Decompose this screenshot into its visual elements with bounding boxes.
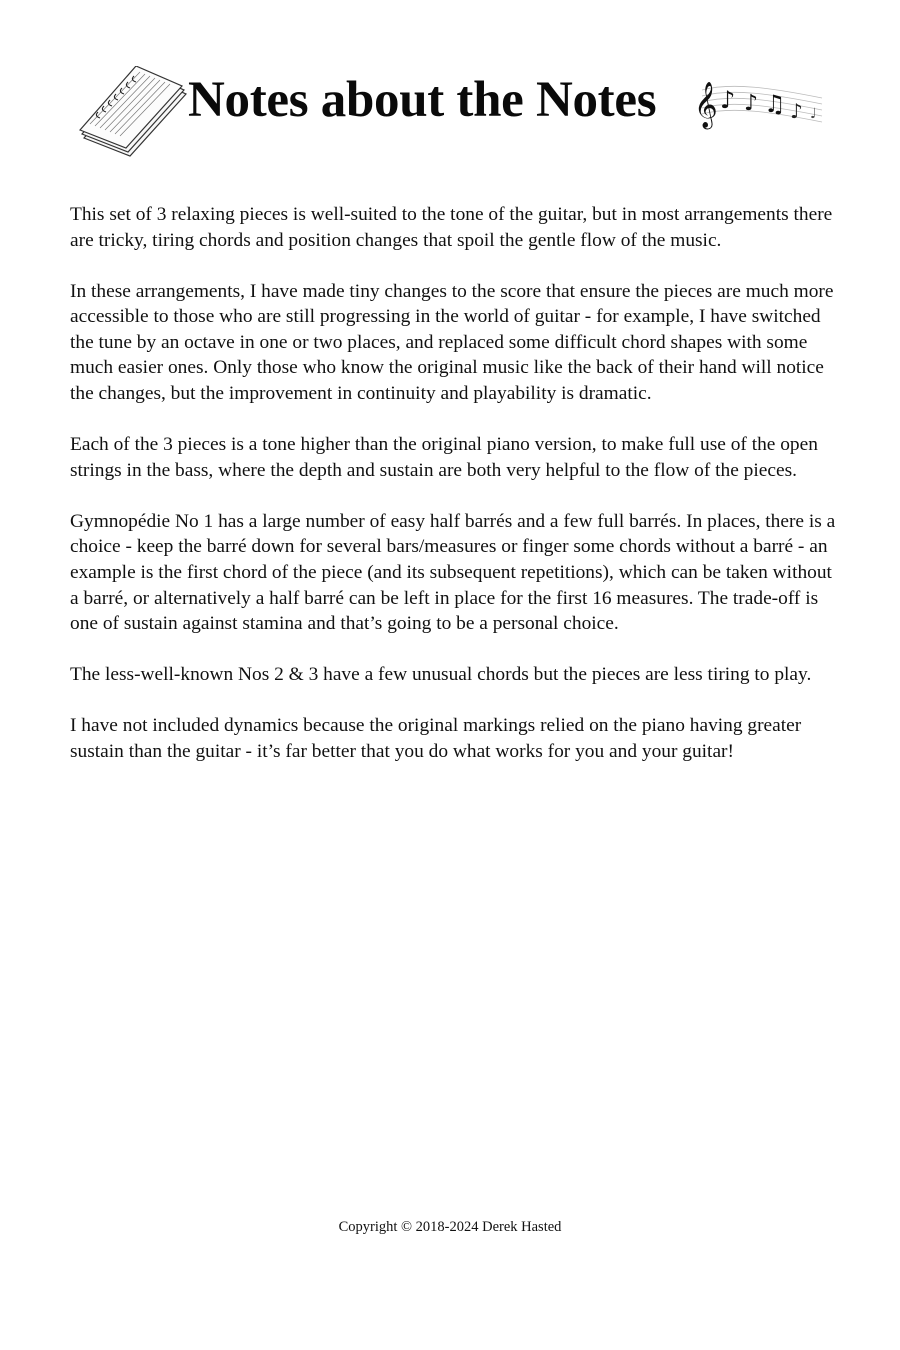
svg-text:♪: ♪: [720, 86, 736, 114]
page-header: [78, 62, 838, 162]
paragraph-key: Each of the 3 pieces is a tone higher than the original piano version, to make full use of the open strings in the bass, where the depth and sustain are both very helpful to the flow of the pieces.: [70, 434, 818, 481]
svg-text:♪: ♪: [790, 99, 803, 123]
notes-body: [70, 202, 840, 790]
paragraph-intro: This set of 3 relaxing pieces is well-suited to the tone of the guitar, but in most arrangements there are tricky, tiring chords and position changes that spoil the gentle flow of the music.: [70, 204, 833, 251]
svg-text:♫: ♫: [764, 90, 786, 118]
music-notes-icon: [692, 72, 828, 132]
paragraph-gymnopedie-1: Gymnopédie No 1 has a large number of easy half barrés and a few full barrés. In places, there is a choice - keep the barré down for several bars/measures or finger some chords without a barré - an example is the first chord of the piece (and its subsequent repetitions), which can be taken without a barré, or alternatively a half barré can be left in place for the first 16 measures. The trade-off is one of sustain against stamina and that’s going to be a personal choice.: [70, 510, 836, 635]
svg-text:♩: ♩: [810, 106, 817, 122]
copyright-footer: Copyright © 2018-2024 Derek Hasted: [338, 1219, 562, 1235]
paragraph-nos-2-3: The less-well-known Nos 2 & 3 have a few unusual chords but the pieces are less tiring to play.: [70, 664, 812, 686]
svg-text:𝄞: 𝄞: [694, 82, 718, 128]
paragraph-arrangements: In these arrangements, I have made tiny changes to the score that ensure the pieces are much more accessible to those who are still progressing in the world of guitar - for example, I have switched the tune by an octave in one or two places, and replaced some difficult chord shapes with some much easier ones. Only those who know the original music like the back of their hand will notice the changes, but the improvement in continuity and playability is dramatic.: [70, 280, 834, 405]
spiral-notebook-icon: [78, 66, 190, 160]
svg-text:♪: ♪: [744, 91, 759, 116]
page-title: Notes about the Notes: [188, 72, 657, 128]
paragraph-dynamics: I have not included dynamics because the original markings relied on the piano having greater sustain than the guitar - it’s far better that you do what works for you and your guitar!: [70, 715, 802, 762]
